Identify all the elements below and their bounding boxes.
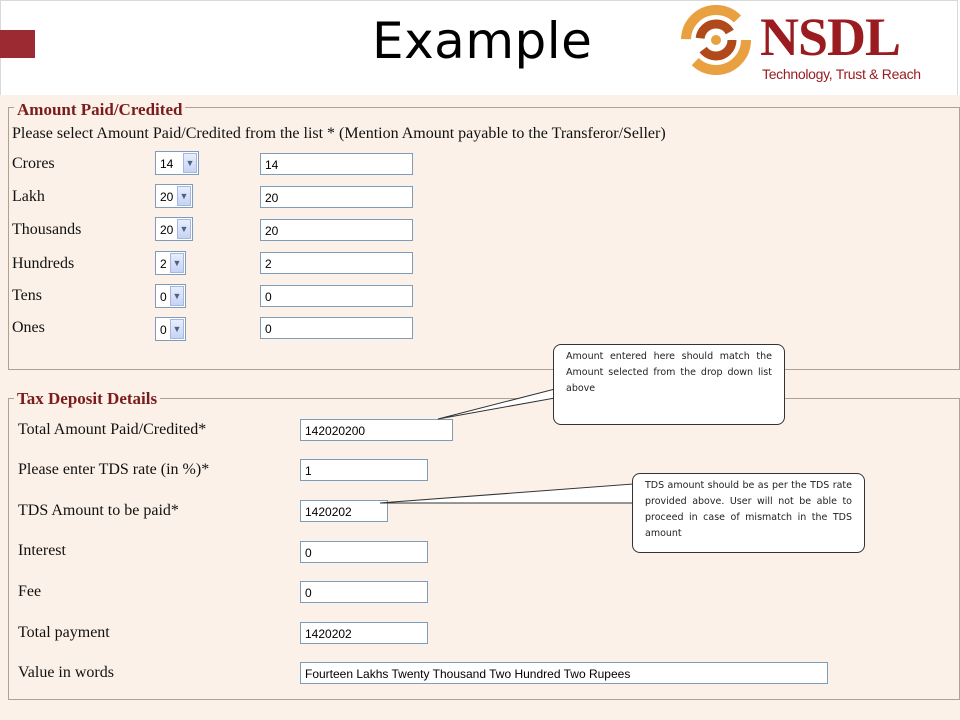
total-amount-input[interactable]: 142020200	[300, 419, 453, 441]
crores-select-value: 14	[160, 157, 174, 171]
value-in-words-input[interactable]: Fourteen Lakhs Twenty Thousand Two Hundred Two Rupees	[300, 662, 828, 684]
crores-select[interactable]	[155, 151, 199, 175]
hundreds-select[interactable]	[155, 251, 186, 275]
total-payment-label: Total payment	[18, 624, 110, 641]
tds-rate-input[interactable]: 1	[300, 459, 428, 481]
tens-select[interactable]	[155, 284, 186, 308]
ones-select[interactable]	[155, 317, 186, 341]
row-label-ones: Ones	[12, 319, 45, 336]
tds-rate-label: Please enter TDS rate (in %)*	[18, 461, 210, 478]
nsdl-logo	[680, 4, 950, 88]
ones-input[interactable]: 0	[260, 317, 413, 339]
lakh-input[interactable]: 20	[260, 186, 413, 208]
tds-amount-input[interactable]: 1420202	[300, 500, 388, 522]
ones-select-value: 0	[160, 323, 167, 337]
interest-label: Interest	[18, 542, 66, 559]
thousands-select[interactable]	[155, 217, 193, 241]
thousands-select-value: 20	[160, 223, 174, 237]
chevron-down-icon: ▼	[170, 253, 184, 273]
logo-tagline: Technology, Trust & Reach	[762, 66, 921, 82]
crores-input[interactable]: 14	[260, 153, 413, 175]
lakh-select[interactable]	[155, 184, 193, 208]
chevron-down-icon: ▼	[177, 219, 191, 239]
hundreds-select-value: 2	[160, 257, 167, 271]
total-amount-label: Total Amount Paid/Credited*	[18, 421, 207, 438]
row-label-hundreds: Hundreds	[12, 255, 75, 272]
total-payment-input[interactable]: 1420202	[300, 622, 428, 644]
chevron-down-icon: ▼	[170, 286, 184, 306]
nsdl-swirl-icon	[680, 4, 752, 76]
amount-instruction: Please select Amount Paid/Credited from the list * (Mention Amount payable to the Transferor/Seller)	[12, 125, 666, 142]
tens-select-value: 0	[160, 290, 167, 304]
tds-amount-label: TDS Amount to be paid*	[18, 502, 179, 519]
row-label-tens: Tens	[12, 287, 42, 304]
tens-input[interactable]: 0	[260, 285, 413, 307]
value-in-words-label: Value in words	[18, 664, 114, 681]
logo-wordmark: NSDL	[760, 7, 901, 67]
amount-legend: Amount Paid/Credited	[14, 100, 185, 120]
row-label-crores: Crores	[12, 155, 55, 172]
slide-accent-square	[0, 30, 35, 58]
row-label-lakh: Lakh	[12, 188, 45, 205]
chevron-down-icon: ▼	[170, 319, 184, 339]
form-area	[0, 95, 960, 720]
lakh-select-value: 20	[160, 190, 174, 204]
amount-fieldset	[8, 107, 960, 370]
slide-title: Example	[372, 12, 593, 70]
thousands-input[interactable]: 20	[260, 219, 413, 241]
amount-match-callout: Amount entered here should match the Amount selected from the drop down list above	[553, 344, 785, 425]
fee-input[interactable]: 0	[300, 581, 428, 603]
chevron-down-icon: ▼	[183, 153, 197, 173]
fee-label: Fee	[18, 583, 42, 600]
chevron-down-icon: ▼	[177, 186, 191, 206]
interest-input[interactable]: 0	[300, 541, 428, 563]
row-label-thousands: Thousands	[12, 221, 82, 238]
tax-legend: Tax Deposit Details	[14, 389, 160, 409]
hundreds-input[interactable]: 2	[260, 252, 413, 274]
tds-match-callout: TDS amount should be as per the TDS rate provided above. User will not be able to proceed in case of mismatch in the TDS amount	[632, 473, 865, 553]
